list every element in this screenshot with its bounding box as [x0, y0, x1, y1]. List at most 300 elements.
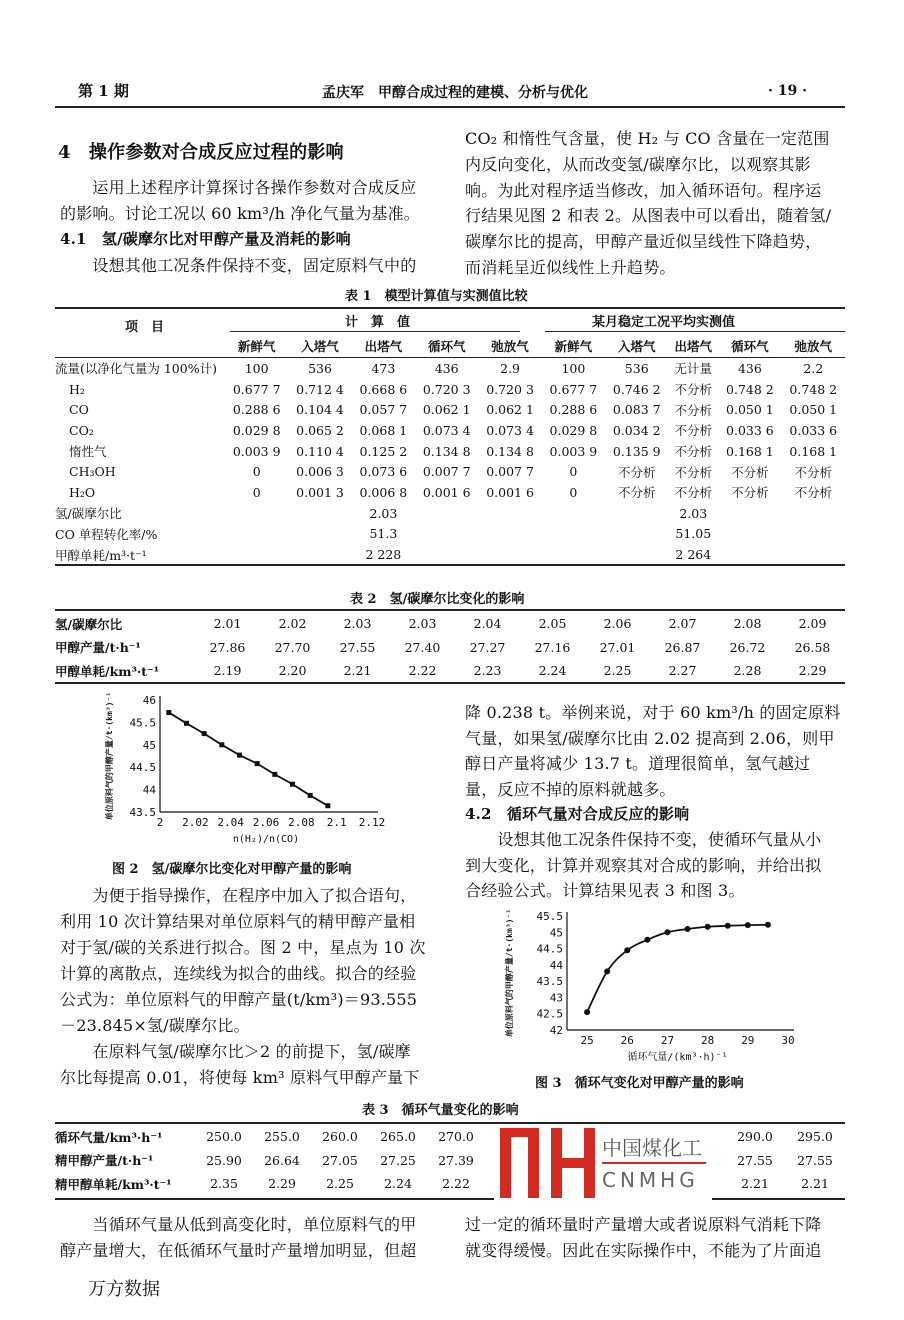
- table-cell: 0: [569, 464, 578, 480]
- x-tick-label: 25: [580, 1034, 594, 1047]
- data-point: [237, 753, 242, 758]
- table-cell: 0.003 9: [232, 443, 281, 459]
- text-line: 气量，如果氢/碳摩尔比由 2.02 提高到 2.06，则甲: [465, 728, 835, 748]
- table-cell: 2.04: [473, 616, 502, 632]
- data-point: [202, 731, 207, 736]
- table-cell: 2 264: [675, 547, 712, 563]
- row-label: CH₃OH: [69, 464, 116, 480]
- x-tick-label: 29: [741, 1034, 755, 1047]
- table-cell: 0.135 9: [612, 443, 661, 459]
- table-cell: 2 228: [365, 547, 402, 563]
- table-cell: 0.068 1: [359, 422, 408, 438]
- text-line: 设想其他工况条件保持不变，使循环气量从小: [465, 830, 822, 849]
- table-cell: [478, 503, 541, 524]
- table1: [55, 334, 845, 565]
- row-label: CO: [69, 402, 89, 418]
- table-row: [55, 524, 845, 545]
- text-line: 量，反应不掉的原料就越多。: [465, 779, 676, 799]
- table-cell: 255.0: [264, 1129, 300, 1145]
- column-header: 弛放气: [794, 339, 833, 354]
- table-cell: 2.05: [538, 616, 567, 632]
- data-point: [725, 923, 731, 929]
- data-point: [624, 947, 630, 953]
- table-row: [55, 1125, 845, 1149]
- table-cell: 0.073 6: [359, 464, 408, 480]
- y-tick-label: 43.5: [536, 975, 563, 989]
- table-cell: 0: [569, 484, 578, 500]
- x-tick-label: 2.04: [217, 816, 244, 829]
- table-cell: 2.03: [408, 616, 437, 632]
- table-cell: 0.034 2: [612, 422, 661, 438]
- logo-divider: [602, 1162, 706, 1164]
- table-cell: 436: [434, 360, 459, 376]
- table-cell: 2.24: [384, 1176, 412, 1192]
- table-cell: 0.001 6: [486, 484, 534, 500]
- table-cell: 2.02: [278, 616, 307, 632]
- table-cell: 51.3: [369, 526, 398, 542]
- table-cell: 27.55: [797, 1152, 833, 1168]
- table-cell: [605, 544, 668, 565]
- y-tick-label: 42.5: [536, 1007, 563, 1021]
- data-point: [219, 742, 224, 747]
- row-label: 循环气量/km³·h⁻¹: [55, 1129, 163, 1145]
- table-cell: 不分析: [674, 485, 713, 501]
- table-cell: 2.08: [733, 616, 762, 632]
- text-line: 响。为此对程序适当修改，加入循环语句。程序运: [465, 180, 822, 200]
- figure3-chart: [500, 900, 800, 1065]
- table-cell: 27.70: [274, 639, 311, 655]
- table-cell: 0.007 7: [422, 464, 471, 480]
- table-cell: 0.288 6: [232, 402, 281, 418]
- table-cell: [718, 544, 781, 565]
- table-cell: 不分析: [794, 485, 833, 501]
- text-line: 过一定的循环量时产量增大或者说原料气消耗下降: [465, 1215, 822, 1234]
- table-row: [55, 379, 845, 400]
- column-header: 出塔气: [674, 339, 713, 354]
- row-label: 精甲醇单耗/km³·t⁻¹: [55, 1176, 172, 1192]
- table-cell: 27.01: [599, 639, 636, 655]
- y-tick-label: 44: [549, 958, 563, 972]
- table1-group-calc: 计 算 值: [345, 315, 411, 330]
- table-cell: 0.288 6: [549, 402, 598, 418]
- table-cell: 0.050 1: [789, 402, 838, 418]
- table-cell: 0: [252, 464, 261, 480]
- text-line: 计算的离散点，连续线为拟合的曲线。拟合的经验: [60, 964, 417, 983]
- running-title: 孟庆军 甲醇合成过程的建模、分析与优化: [322, 85, 588, 101]
- y-tick-label: 45: [142, 738, 156, 752]
- table-header-row: [55, 334, 845, 358]
- table-cell: 0.125 2: [359, 443, 408, 459]
- table-cell: 0.006 3: [296, 464, 344, 480]
- table-cell: 0.003 9: [549, 443, 598, 459]
- table-cell: [478, 544, 541, 565]
- row-label: 惰性气: [69, 444, 107, 460]
- text-line: 降 0.238 t。举例来说，对于 60 km³/h 的固定原料: [465, 703, 841, 722]
- text-line: －23.845×氢/碳摩尔比。: [60, 1016, 250, 1035]
- figure2-caption: 图 2 氢/碳摩尔比变化对甲醇产量的影响: [112, 862, 352, 877]
- table-cell: 0.168 1: [726, 443, 774, 459]
- column-header: 弛放气: [491, 339, 529, 354]
- table-cell: 436: [737, 360, 762, 376]
- table-cell: 536: [308, 360, 332, 376]
- table-cell: 25.90: [206, 1152, 242, 1168]
- table-cell: 0.062 1: [486, 402, 534, 418]
- table-cell: 2.21: [343, 663, 372, 679]
- table-cell: 2.22: [442, 1176, 470, 1192]
- table-row: [55, 659, 845, 683]
- table-cell: 不分析: [731, 464, 769, 480]
- table-cell: 51.05: [675, 526, 712, 542]
- data-point: [664, 929, 670, 935]
- table-cell: 0: [252, 484, 261, 500]
- table-cell: 0.168 1: [789, 443, 838, 459]
- table-cell: 0.065 2: [296, 422, 344, 438]
- column-header: 出塔气: [364, 339, 403, 354]
- x-tick-label: 26: [620, 1034, 634, 1047]
- table-cell: 0.720 3: [486, 381, 534, 397]
- table-cell: 0.029 8: [549, 422, 598, 438]
- table-cell: 0.712 4: [296, 381, 344, 397]
- text-line: 内反向变化，从而改变氢/碳摩尔比，以观察其影: [465, 154, 811, 174]
- data-point: [685, 926, 691, 932]
- table-cell: [55, 334, 225, 358]
- table3: [55, 1125, 845, 1196]
- table-cell: 270.0: [438, 1129, 474, 1145]
- table-cell: [288, 503, 351, 524]
- table1-group-measured: 某月稳定工况平均实测值: [592, 315, 736, 330]
- row-label: 氢/碳摩尔比: [55, 616, 123, 632]
- table-cell: 不分析: [731, 485, 769, 501]
- data-point: [308, 793, 313, 798]
- table-cell: 27.16: [534, 639, 571, 655]
- row-label: 甲醇产量/t·h⁻¹: [55, 640, 141, 656]
- table-cell: 0.057 7: [359, 402, 408, 418]
- table-cell: [718, 503, 781, 524]
- table-cell: 250.0: [206, 1129, 242, 1145]
- text-line: 醇日产量将减少 13.7 t。道理很简单，氢气越过: [465, 754, 811, 773]
- data-point: [584, 1009, 590, 1015]
- table-cell: [478, 524, 541, 545]
- subsection-heading-4-2: 4.2 循环气量对合成反应的影响: [465, 805, 690, 823]
- data-point: [745, 922, 751, 928]
- table-cell: 不分析: [674, 382, 713, 398]
- table-cell: 0.007 7: [486, 464, 534, 480]
- y-tick-label: 46: [142, 694, 156, 707]
- text-line: 而消耗呈近似线性上升趋势。: [465, 258, 676, 277]
- table-cell: 2.03: [369, 505, 398, 521]
- table-cell: 0.104 4: [296, 402, 344, 418]
- table2-title: 表 2 氢/碳摩尔比变化的影响: [350, 592, 525, 607]
- text-line: 就变得缓慢。因此在实际操作中，不能为了片面追: [465, 1241, 822, 1260]
- table-row: [55, 503, 845, 524]
- y-tick-label: 43: [549, 991, 563, 1005]
- table-cell: 0.110 4: [296, 443, 344, 459]
- table-cell: 27.27: [469, 639, 506, 655]
- table-row: [55, 612, 845, 636]
- table-cell: 27.39: [438, 1152, 474, 1168]
- section-heading: 4 操作参数对合成反应过程的影响: [58, 142, 344, 163]
- table-cell: 2.29: [268, 1176, 296, 1192]
- table1-item-header: 项 目: [125, 320, 165, 335]
- table-cell: 0.001 3: [296, 484, 344, 500]
- table-row: [55, 358, 845, 379]
- table-cell: 0.677 7: [549, 381, 598, 397]
- table-row: [55, 441, 845, 462]
- table-cell: 265.0: [380, 1129, 416, 1145]
- table-cell: 0.083 7: [612, 402, 661, 418]
- table-cell: [288, 544, 351, 565]
- table-cell: 27.55: [737, 1152, 773, 1168]
- table-cell: 536: [624, 360, 649, 376]
- figure3-caption: 图 3 循环气变化对甲醇产量的影响: [535, 1076, 744, 1091]
- text-line: 在原料气氢/碳摩尔比＞2 的前提下，氢/碳摩: [60, 1042, 411, 1061]
- y-axis-label: 单位原料气的甲醇产量/t·(km³)⁻¹: [505, 908, 514, 1038]
- table-cell: 27.40: [404, 639, 441, 655]
- table-cell: 不分析: [617, 464, 656, 480]
- table-row: [55, 461, 845, 482]
- table-cell: 0.073 4: [486, 422, 534, 438]
- x-axis-label: 循环气量/(km³·h)⁻¹: [627, 1052, 728, 1063]
- series-line: [169, 713, 328, 806]
- table-row: [55, 636, 845, 660]
- table-cell: 不分析: [674, 402, 713, 418]
- table-cell: [415, 544, 478, 565]
- table-cell: [542, 544, 605, 565]
- text-line: 到大变化，计算并观察其对合成的影响，并给出拟: [465, 855, 822, 875]
- data-point: [604, 968, 610, 974]
- table-cell: 2.21: [801, 1176, 829, 1192]
- table-cell: 不分析: [674, 423, 713, 439]
- table-cell: 0.748 2: [726, 381, 774, 397]
- table-cell: [288, 524, 351, 545]
- y-axis-label: 单位原料气的甲醇产量/t·(km³)⁻¹: [105, 691, 114, 821]
- row-label: 甲醇单耗/km³·t⁻¹: [55, 663, 160, 679]
- y-tick-label: 45: [549, 926, 563, 940]
- x-tick-label: 2.1: [326, 816, 347, 829]
- text-line: 运用上述程序计算探讨各操作参数对合成反应: [60, 178, 417, 197]
- table-cell: 2.25: [603, 663, 632, 679]
- x-tick-label: 27: [660, 1034, 675, 1047]
- watermark-cn: 中国煤化工: [602, 1136, 702, 1160]
- page-number: · 19 ·: [768, 83, 807, 99]
- text-line: 设想其他工况条件保持不变，固定原料气中的: [60, 256, 417, 275]
- table-cell: 0.062 1: [422, 402, 471, 418]
- column-header: 循环气: [731, 339, 769, 354]
- table-cell: 100: [561, 360, 586, 376]
- x-tick-label: 2.06: [252, 816, 280, 829]
- row-label: 氢/碳摩尔比: [55, 506, 122, 522]
- table-row: [55, 1172, 845, 1196]
- x-axis-label: n(H₂)/n(CO): [232, 834, 300, 845]
- table-cell: 2.01: [213, 616, 242, 632]
- table-cell: 0.677 7: [232, 381, 281, 397]
- table-cell: 0.033 6: [726, 422, 774, 438]
- row-label: 甲醇单耗/m³·t⁻¹: [55, 547, 147, 563]
- y-tick-label: 44.5: [536, 942, 563, 956]
- table-cell: 不分析: [674, 444, 713, 460]
- table-cell: 2.9: [500, 360, 520, 376]
- table-row: [55, 399, 845, 420]
- table-cell: 27.55: [339, 639, 376, 655]
- text-line: 行结果见图 2 和表 2。从图表中可以看出，随着氢/: [465, 206, 832, 226]
- x-tick-label: 2.02: [182, 816, 209, 829]
- column-header: 循环气: [427, 339, 466, 354]
- table-cell: 26.87: [664, 639, 701, 655]
- table-cell: 26.72: [729, 639, 766, 655]
- series-line: [587, 925, 768, 1012]
- table-cell: 2.03: [679, 505, 708, 521]
- header-rule: [55, 106, 845, 108]
- table-row: [55, 544, 845, 565]
- table-cell: 无计量: [674, 361, 713, 377]
- column-header: 新鲜气: [237, 339, 276, 354]
- row-label: H₂O: [69, 484, 96, 500]
- row-label: CO 单程转化率/%: [55, 526, 158, 542]
- data-point: [705, 924, 711, 930]
- row-label: 流量(以净化气量为 100%计): [55, 361, 217, 377]
- table-cell: 2.07: [668, 616, 697, 632]
- y-tick-label: 45.5: [129, 716, 156, 730]
- table-cell: 不分析: [617, 485, 656, 501]
- table-cell: 不分析: [794, 464, 833, 480]
- table-cell: 2.21: [741, 1176, 769, 1192]
- column-header: 新鲜气: [554, 339, 593, 354]
- table-row: [55, 420, 845, 441]
- text-line: 为便于指导操作，在程序中加入了拟合语句，: [60, 886, 417, 905]
- x-tick-label: 30: [781, 1034, 795, 1047]
- x-tick-label: 2.12: [358, 816, 386, 829]
- text-line: 醇产量增大，在低循环气量时产量增加明显，但超: [60, 1241, 417, 1260]
- table-cell: 295.0: [797, 1129, 833, 1145]
- x-tick-label: 2.08: [288, 816, 315, 829]
- table-cell: 100: [244, 360, 269, 376]
- text-line: 尔比每提高 0.01，将使每 km³ 原料气甲醇产量下: [60, 1068, 420, 1087]
- table1-title: 表 1 模型计算值与实测值比较: [345, 289, 528, 304]
- table-cell: 2.23: [473, 663, 502, 679]
- table-cell: 2.35: [210, 1176, 238, 1192]
- column-header: 入塔气: [301, 339, 339, 354]
- table-cell: [225, 524, 288, 545]
- data-point: [272, 772, 277, 777]
- table-cell: 0.033 6: [789, 422, 838, 438]
- text-line: 当循环气量从低到高变化时，单位原料气的甲: [60, 1215, 417, 1234]
- table-cell: 2.20: [278, 663, 307, 679]
- table-cell: 26.64: [264, 1152, 300, 1168]
- table-cell: 260.0: [322, 1129, 358, 1145]
- subsection-heading: 4.1 氢/碳摩尔比对甲醇产量及消耗的影响: [60, 230, 351, 248]
- table-cell: 27.86: [209, 639, 246, 655]
- table-row: [55, 482, 845, 503]
- text-line: 碳摩尔比的提高，甲醇产量近似呈线性下降趋势，: [465, 232, 822, 252]
- table-cell: 0.720 3: [422, 381, 471, 397]
- footer-source: 万方数据: [88, 1279, 160, 1300]
- text-line: 公式为：单位原料气的甲醇产量(t/km³)＝93.555: [60, 990, 418, 1009]
- y-tick-label: 42: [549, 1024, 563, 1037]
- table-cell: [415, 503, 478, 524]
- table-cell: 27.25: [380, 1152, 416, 1168]
- table-cell: 2.19: [213, 663, 242, 679]
- table-cell: 0.073 4: [422, 422, 471, 438]
- table-cell: 0.748 2: [789, 381, 838, 397]
- table-cell: 0.746 2: [612, 381, 661, 397]
- table-cell: 2.09: [798, 616, 827, 632]
- table-cell: 0.668 6: [359, 381, 408, 397]
- data-point: [166, 710, 171, 715]
- y-tick-label: 43.5: [129, 806, 156, 819]
- table-cell: 2.25: [326, 1176, 354, 1192]
- table3-title: 表 3 循环气量变化的影响: [362, 1103, 519, 1118]
- table-cell: [782, 544, 845, 565]
- issue-number: 第 1 期: [78, 82, 129, 100]
- table-cell: 2.03: [343, 616, 372, 632]
- table-cell: [782, 524, 845, 545]
- y-tick-label: 44.5: [129, 761, 156, 775]
- table-cell: 0.050 1: [726, 402, 774, 418]
- data-point: [255, 761, 260, 766]
- table-cell: 2.27: [668, 663, 697, 679]
- x-tick-label: 2: [156, 816, 164, 829]
- cnmhg-logo-icon: [498, 1126, 598, 1200]
- table-cell: 0.001 6: [422, 484, 471, 500]
- table-cell: [605, 524, 668, 545]
- table-cell: 473: [371, 360, 396, 376]
- data-point: [644, 937, 650, 943]
- watermark-logo: [494, 1126, 712, 1200]
- row-label: 精甲醇产量/t·h⁻¹: [55, 1153, 154, 1169]
- text-line: 合经验公式。计算结果见表 3 和图 3。: [465, 881, 745, 900]
- data-point: [290, 782, 295, 787]
- text-line: 利用 10 次计算结果对单位原料气的精甲醇产量相: [60, 912, 416, 931]
- table-cell: 2.24: [538, 663, 567, 679]
- text-line: 的影响。讨论工况以 60 km³/h 净化气量为基准。: [60, 204, 420, 223]
- text-line: 对于氢/碳的关系进行拟合。图 2 中，星点为 10 次: [60, 938, 426, 957]
- data-point: [765, 922, 771, 928]
- table-cell: [225, 544, 288, 565]
- table-cell: 26.58: [794, 639, 831, 655]
- table-cell: 0.029 8: [232, 422, 281, 438]
- table-cell: 2.29: [798, 663, 827, 679]
- table-cell: 0.134 8: [422, 443, 471, 459]
- table-cell: 27.05: [322, 1152, 358, 1168]
- table2: [55, 612, 845, 683]
- text-line: CO₂ 和惰性气含量，使 H₂ 与 CO 含量在一定范围: [465, 129, 830, 148]
- table-cell: 290.0: [737, 1129, 773, 1145]
- table-cell: [415, 524, 478, 545]
- data-point: [184, 721, 189, 726]
- table-row: [55, 1149, 845, 1173]
- table-cell: [718, 524, 781, 545]
- table-cell: 2.28: [733, 663, 762, 679]
- y-tick-label: 44: [142, 783, 156, 797]
- table-cell: 2.22: [408, 663, 437, 679]
- table-cell: 2.2: [803, 360, 824, 376]
- row-label: H₂: [69, 381, 85, 397]
- column-header: 入塔气: [617, 339, 656, 354]
- table-cell: 0.006 8: [359, 484, 408, 500]
- x-tick-label: 28: [701, 1034, 715, 1047]
- table-cell: [782, 503, 845, 524]
- table-cell: [605, 503, 668, 524]
- y-tick-label: 45.5: [536, 910, 563, 923]
- table-cell: [225, 503, 288, 524]
- table-cell: 2.06: [603, 616, 632, 632]
- table-cell: 0.134 8: [486, 443, 534, 459]
- data-point: [325, 803, 330, 808]
- table-cell: 不分析: [674, 464, 713, 480]
- table-cell: [542, 524, 605, 545]
- watermark-en: CNMHG: [602, 1168, 699, 1192]
- row-label: CO₂: [69, 422, 94, 438]
